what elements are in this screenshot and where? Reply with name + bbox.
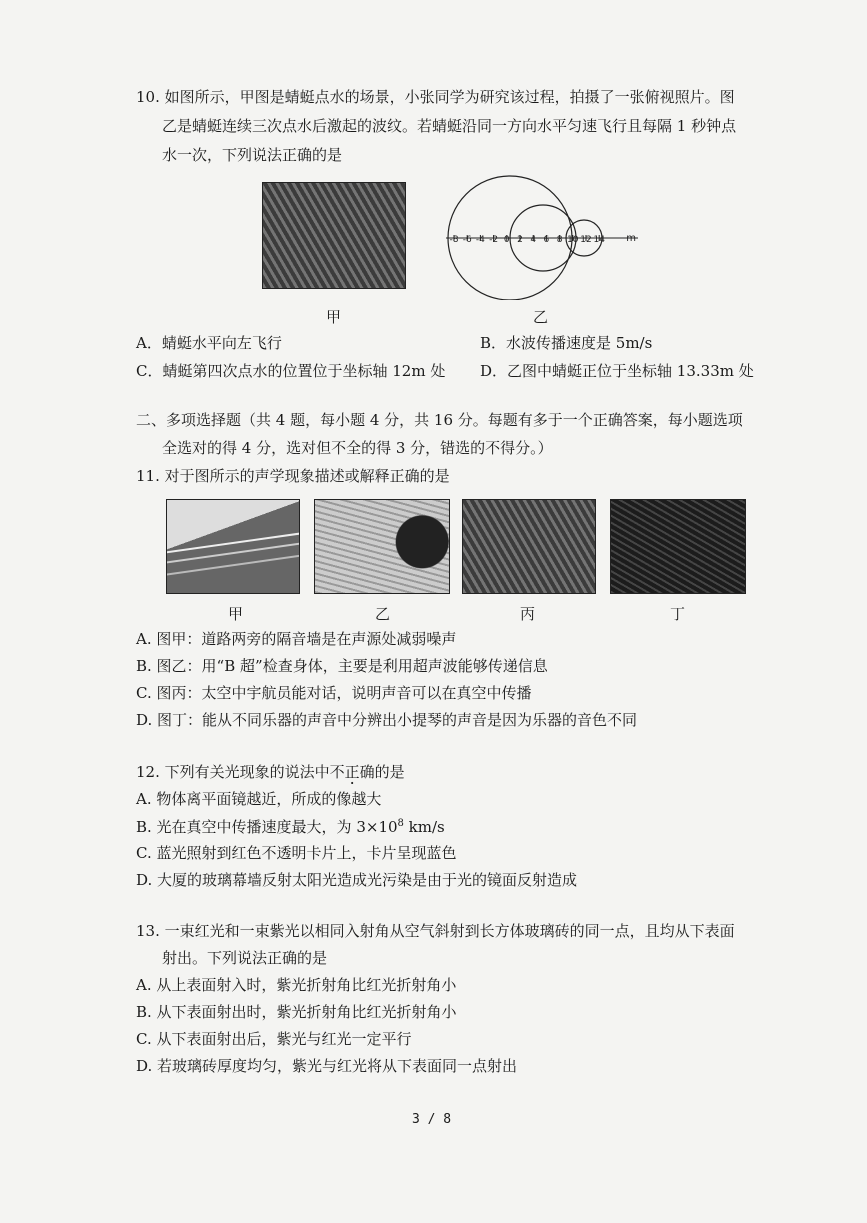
q13-option-c: C. 从下表面射出后，紫光与红光一定平行 bbox=[136, 1030, 412, 1048]
q12-stem-post: 的是 bbox=[374, 763, 405, 781]
q11-option-b: B. 图乙：用“B 超”检查身体，主要是利用超声波能够传递信息 bbox=[136, 657, 548, 675]
q11-label-yi: 乙 bbox=[375, 605, 391, 623]
q10-stem-line3: 水一次，下列说法正确的是 bbox=[162, 146, 343, 164]
q10-stem-line2: 乙是蜻蜓连续三次点水后激起的波纹。若蜻蜓沿同一方向水平匀速飞行且每隔 1 秒钟点 bbox=[162, 117, 737, 135]
axis-tick-label: 2 bbox=[517, 235, 523, 245]
q12-option-a: A. 物体离平面镜越近，所成的像越大 bbox=[136, 790, 382, 808]
q12-option-b-exponent: 8 bbox=[397, 818, 404, 829]
q11-stem: 11. 对于图所示的声学现象描述或解释正确的是 bbox=[136, 467, 450, 485]
q12-option-d: D. 大厦的玻璃幕墙反射太阳光造成光污染是由于光的镜面反射造成 bbox=[136, 871, 578, 889]
axis-unit-label: m bbox=[626, 233, 636, 244]
axis-tick-label: 6 bbox=[543, 235, 550, 245]
q13-option-d: D. 若玻璃砖厚度均匀，紫光与红光将从下表面同一点射出 bbox=[136, 1057, 518, 1075]
q13-option-a: A. 从上表面射入时，紫光折射角比红光折射角小 bbox=[136, 976, 457, 994]
q12-stem-pre: 12. 下列有关光现象的说法中 bbox=[136, 763, 330, 781]
q13-option-b: B. 从下表面射出时，紫光折射角比红光折射角小 bbox=[136, 1003, 457, 1021]
q10-option-b: B．水波传播速度是 5m/s bbox=[480, 334, 653, 352]
q12-stem bbox=[136, 765, 405, 780]
axis-tick-label: 12 bbox=[580, 235, 592, 245]
q12-option-b-unit: km/s bbox=[403, 818, 445, 836]
axis-tick-label: 14 bbox=[593, 235, 605, 245]
q12-option-b bbox=[136, 819, 445, 835]
q10-option-c: C．蜻蜓第四次点水的位置位于坐标轴 12m 处 bbox=[136, 362, 446, 380]
q10-dragonfly-photo bbox=[262, 182, 406, 289]
page-number: 3 / 8 bbox=[412, 1112, 452, 1127]
axis-ticks bbox=[450, 233, 636, 245]
q11-photo-jia bbox=[166, 499, 300, 594]
q12-option-c: C. 蓝光照射到红色不透明卡片上，卡片呈现蓝色 bbox=[136, 844, 457, 862]
axis-tick-label: -8 bbox=[449, 235, 459, 245]
q13-stem-line1: 13. 一束红光和一束紫光以相同入射角从空气斜射到长方体玻璃砖的同一点，且均从下表面 bbox=[136, 922, 735, 940]
axis-tick-label: -2 bbox=[489, 235, 499, 245]
q11-option-c: C. 图丙：太空中宇航员能对话，说明声音可以在真空中传播 bbox=[136, 684, 532, 702]
section2-heading-line2: 全选对的得 4 分，选对但不全的得 3 分，错选的不得分。） bbox=[162, 439, 553, 457]
axis-tick-label: 10 bbox=[567, 235, 579, 245]
q11-label-jia: 甲 bbox=[228, 605, 244, 623]
section2-heading-line1: 二、多项选择题（共 4 题，每小题 4 分，共 16 分。每题有多于一个正确答案，每小题选项 bbox=[136, 411, 743, 429]
q11-option-a: A. 图甲：道路两旁的隔音墙是在声源处减弱噪声 bbox=[136, 630, 457, 648]
q13-stem-line2: 射出。下列说法正确的是 bbox=[162, 949, 328, 967]
axis-tick-label: 8 bbox=[556, 235, 563, 245]
q11-label-bing: 丙 bbox=[520, 605, 536, 623]
q11-photo-yi bbox=[314, 499, 450, 594]
axis-tick-label: -4 bbox=[475, 235, 485, 245]
q11-photo-bing bbox=[462, 499, 596, 594]
q10-option-d: D．乙图中蜻蜓正位于坐标轴 13.33m 处 bbox=[480, 362, 754, 380]
q12-option-b-text: B. 光在真空中传播速度最大，为 3×10 bbox=[136, 818, 398, 836]
axis-tick-label: -6 bbox=[462, 235, 472, 245]
q11-photo-ding bbox=[610, 499, 746, 594]
q12-stem-emphasis: 不正确 bbox=[329, 763, 375, 781]
q10-ripple-diagram bbox=[436, 172, 646, 300]
q11-option-d: D. 图丁：能从不同乐器的声音中分辨出小提琴的声音是因为乐器的音色不同 bbox=[136, 711, 638, 729]
axis-tick-label: 4 bbox=[530, 235, 537, 245]
q10-label-jia: 甲 bbox=[326, 308, 342, 326]
axis-tick-label: 0 bbox=[503, 235, 510, 245]
q10-stem-line1: 10. 如图所示，甲图是蜻蜓点水的场景，小张同学为研究该过程，拍摄了一张俯视照片。图 bbox=[136, 88, 735, 106]
q10-label-yi: 乙 bbox=[533, 308, 549, 326]
q11-label-ding: 丁 bbox=[670, 605, 686, 623]
q10-option-a: A．蜻蜓水平向左飞行 bbox=[136, 334, 282, 352]
